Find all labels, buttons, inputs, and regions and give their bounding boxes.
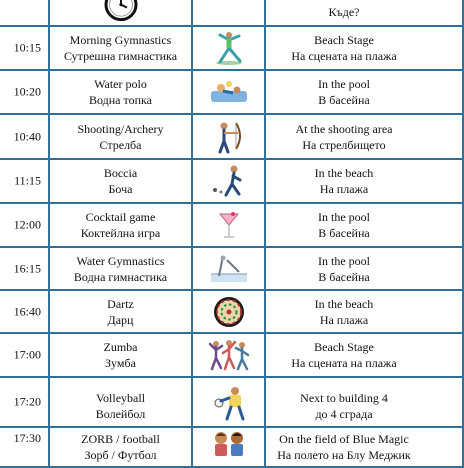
table-row	[0, 378, 450, 428]
row-time: 16:40	[13, 304, 41, 318]
activity-en: Shooting/Archery	[77, 121, 164, 136]
header-clock-cell	[48, 0, 193, 27]
row-time: 17:30	[13, 431, 41, 445]
row-time: 17:00	[13, 347, 41, 362]
row-time: 10:40	[13, 129, 41, 143]
place-bg: В басейна	[318, 226, 370, 240]
activity-bg: Зорб / Футбол	[84, 448, 157, 462]
activity-bg: Коктейлна игра	[80, 226, 161, 240]
activity-bg: Волейбол	[95, 407, 146, 421]
zumba-icon	[207, 338, 251, 372]
row-time: 12:00	[13, 217, 41, 232]
activity-bg: Боча	[108, 182, 133, 196]
row-time: 10:20	[13, 84, 41, 99]
activity-en: Volleyball	[95, 391, 146, 405]
activity-bg: Зумба	[105, 356, 136, 370]
header-where-cell	[264, 0, 464, 27]
table-row	[0, 27, 450, 71]
header-row	[0, 0, 450, 27]
activity-bg: Водна гимнастика	[73, 269, 168, 284]
activity-en: ZORB / football	[81, 432, 160, 446]
water-polo-icon	[209, 79, 249, 105]
place-bg: В басейна	[318, 269, 370, 284]
place-en: In the beach	[314, 166, 374, 180]
gymnastics-icon	[212, 30, 246, 66]
place-bg: В басейна	[318, 93, 370, 107]
place-en: Beach Stage	[314, 33, 374, 47]
activity-bg: Сутрешна гимнастика	[63, 49, 178, 63]
water-gymnastics-icon	[209, 254, 249, 284]
place-en: In the pool	[318, 253, 370, 268]
place-en: Next to building 4	[300, 391, 388, 405]
row-time: 10:15	[13, 40, 41, 55]
boccia-icon	[209, 164, 249, 198]
header-time-cell	[0, 0, 50, 27]
place-en: At the shooting area	[295, 121, 393, 136]
activity-en: Water Gymnastics	[76, 253, 165, 268]
place-en: In the beach	[314, 296, 374, 311]
place-en: On the field of Blue Magic	[279, 432, 409, 446]
place-bg: На полето на Блу Меджик	[277, 448, 411, 462]
place-bg: На сцената на плажа	[291, 49, 397, 63]
place-bg: На плажа	[319, 182, 369, 196]
table-row	[0, 160, 450, 204]
row-time: 17:20	[13, 394, 41, 409]
activity-en: Morning Gymnastics	[69, 33, 172, 47]
table-row	[0, 291, 450, 334]
place-bg: На сцената на плажа	[291, 356, 397, 370]
activity-bg: Дарц	[107, 312, 134, 327]
place-bg: На плажа	[319, 312, 369, 327]
table-row	[0, 248, 450, 291]
activity-en: Zumba	[103, 340, 138, 354]
header-icon-cell	[191, 0, 266, 27]
place-en: Beach Stage	[314, 340, 374, 354]
place-bg: до 4 сграда	[315, 407, 373, 421]
row-time: 11:15	[14, 173, 41, 188]
volleyball-icon	[205, 381, 253, 423]
table-row	[0, 71, 450, 115]
table-row	[0, 334, 450, 378]
place-en: In the pool	[318, 210, 370, 224]
dartboard-icon	[213, 296, 245, 328]
activity-en: Dartz	[107, 296, 134, 311]
activity-en: Boccia	[103, 166, 138, 180]
header-where-label: Къде?	[328, 5, 360, 19]
activity-en: Cocktail game	[85, 210, 156, 224]
activity-en: Water polo	[94, 77, 147, 91]
clock-icon	[98, 0, 144, 23]
table-row	[0, 115, 450, 160]
row-time: 16:15	[13, 261, 41, 275]
table-row	[0, 428, 450, 468]
cocktail-icon	[218, 210, 240, 240]
activity-bg: Водна топка	[89, 93, 152, 107]
table-row	[0, 204, 450, 248]
place-en: In the pool	[318, 77, 370, 91]
place-bg: На стрелбището	[302, 137, 386, 152]
archery-icon	[214, 120, 244, 154]
activity-bg: Стрелба	[99, 137, 142, 152]
football-kids-icon	[208, 430, 250, 460]
